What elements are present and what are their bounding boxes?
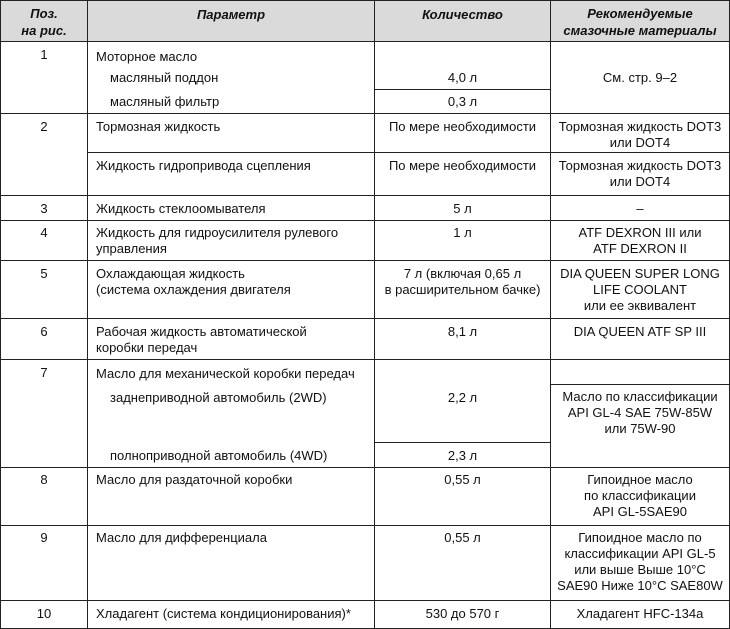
parameter-cell: Масло для механической коробки передач	[96, 366, 355, 381]
quantity-cell: По мере необходимости	[388, 158, 537, 173]
lubricant-cell: Хладагент HFC-134a	[576, 606, 704, 621]
row-number: 9	[40, 530, 48, 545]
lubricant-cell: Гипоидное масло по классификации API GL-5SAE90	[584, 472, 696, 519]
grid-line	[0, 359, 730, 360]
grid-line	[375, 442, 551, 443]
header-position: Поз. на рис.	[21, 6, 67, 38]
grid-line	[0, 220, 730, 221]
quantity-cell: 5 л	[453, 201, 472, 216]
lubricant-cell: Тормозная жидкость DOT3 или DOT4	[558, 119, 722, 150]
quantity-cell: 1 л	[453, 225, 472, 240]
parameter-cell: масляный поддон	[110, 70, 219, 85]
grid-line	[0, 0, 730, 1]
parameter-cell: Охлаждающая жидкость (система охлаждения двигателя	[96, 266, 291, 297]
lubricant-cell: Тормозная жидкость DOT3 или DOT4	[558, 158, 722, 189]
quantity-cell: По мере необходимости	[388, 119, 537, 134]
grid-line	[0, 525, 730, 526]
quantity-cell: 8,1 л	[447, 324, 478, 339]
parameter-cell: Рабочая жидкость автоматической коробки передач	[96, 324, 307, 355]
parameter-cell: Моторное масло	[96, 49, 198, 64]
quantity-cell: 0,55 л	[444, 472, 481, 487]
grid-line	[88, 152, 730, 153]
row-number: 2	[40, 119, 48, 134]
grid-line	[374, 0, 375, 629]
parameter-cell: Жидкость стеклоомывателя	[96, 201, 266, 216]
grid-line	[0, 113, 730, 114]
quantity-cell: 530 до 570 г	[425, 606, 500, 621]
lubricant-cell: –	[636, 201, 644, 216]
grid-line	[0, 318, 730, 319]
row-number: 5	[40, 266, 48, 281]
quantity-cell: 2,3 л	[447, 448, 478, 463]
parameter-cell: Масло для раздаточной коробки	[96, 472, 293, 487]
lubricant-cell: Гипоидное масло по классификации API GL-5 или выше Выше 10°C SAE90 Ниже 10°C SAE80W	[557, 530, 723, 593]
parameter-cell: масляный фильтр	[110, 94, 220, 109]
grid-line	[550, 0, 551, 629]
parameter-cell: полноприводной автомобиль (4WD)	[110, 448, 328, 463]
lubricant-cell: DIA QUEEN ATF SP III	[573, 324, 707, 339]
grid-line	[0, 260, 730, 261]
row-number: 8	[40, 472, 48, 487]
lubricant-cell: Масло по классификации API GL-4 SAE 75W-85W или 75W-90	[562, 389, 718, 436]
lubricant-cell: ATF DEXRON III или ATF DEXRON II	[578, 225, 702, 256]
row-number: 10	[36, 606, 52, 621]
parameter-cell: заднеприводной автомобиль (2WD)	[110, 390, 327, 405]
grid-line	[0, 41, 730, 42]
quantity-cell: 0,3 л	[447, 94, 478, 109]
grid-line	[0, 195, 730, 196]
parameter-cell: Тормозная жидкость	[96, 119, 221, 134]
header-parameter: Параметр	[196, 7, 266, 22]
grid-line	[375, 89, 551, 90]
grid-line	[87, 0, 88, 629]
lubricant-cell: См. стр. 9–2	[602, 70, 678, 85]
parameter-cell: Хладагент (система кондиционирования)*	[96, 606, 351, 621]
grid-line	[551, 384, 730, 385]
header-lubricants: Рекомендуемые смазочные материалы	[563, 6, 717, 38]
row-number: 3	[40, 201, 48, 216]
grid-line	[0, 0, 1, 629]
row-number: 4	[40, 225, 48, 240]
parameter-cell: Жидкость для гидроусилителя рулевого управления	[96, 225, 339, 256]
grid-line	[0, 600, 730, 601]
row-number: 6	[40, 324, 48, 339]
quantity-cell: 2,2 л	[447, 390, 478, 405]
header-quantity: Количество	[422, 7, 503, 22]
row-number: 1	[40, 47, 48, 62]
lubricant-cell: DIA QUEEN SUPER LONG LIFE COOLANT или ее эквивалент	[560, 266, 720, 313]
quantity-cell: 7 л (включая 0,65 л в расширительном бачке)	[384, 266, 541, 297]
quantity-cell: 4,0 л	[447, 70, 478, 85]
parameter-cell: Масло для дифференциала	[96, 530, 267, 545]
parameter-cell: Жидкость гидропривода сцепления	[96, 158, 311, 173]
quantity-cell: 0,55 л	[444, 530, 481, 545]
row-number: 7	[40, 365, 48, 380]
grid-line	[0, 467, 730, 468]
